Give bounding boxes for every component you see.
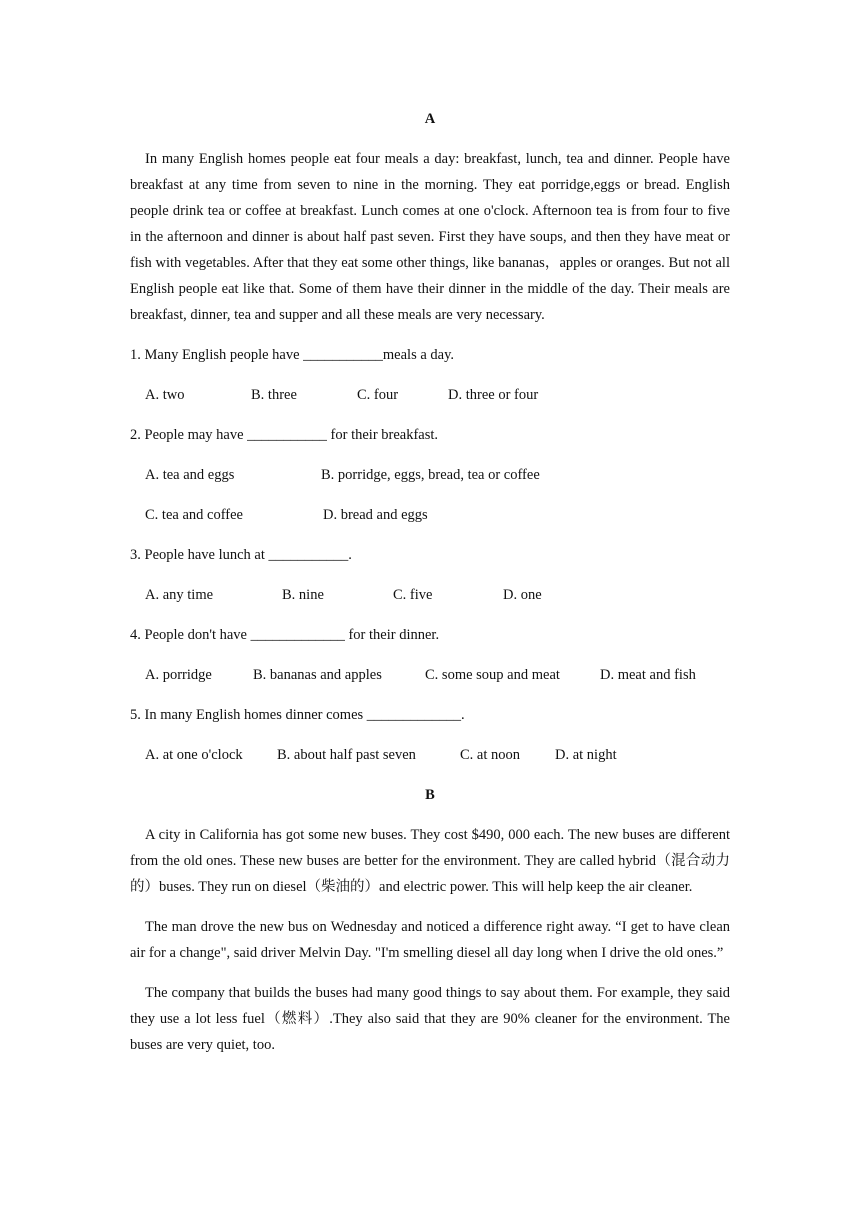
question-4-option-a[interactable]: A. porridge [145, 667, 212, 683]
question-4-option-d[interactable]: D. meat and fish [600, 667, 696, 683]
question-5-option-b[interactable]: B. about half past seven [277, 747, 416, 763]
question-5: 5. In many English homes dinner comes _____________. [130, 707, 465, 723]
question-1-option-b[interactable]: B. three [251, 387, 297, 403]
question-2-options-row-2 [130, 502, 730, 528]
question-4-options [130, 662, 730, 688]
question-2-options-row-1 [130, 462, 730, 488]
question-1: 1. Many English people have ___________meals a day. [130, 347, 455, 363]
section-b-heading: B [425, 787, 435, 803]
question-5-options [130, 742, 730, 768]
question-5-option-d[interactable]: D. at night [555, 747, 617, 763]
question-1-option-a[interactable]: A. two [145, 387, 185, 403]
question-1-options [130, 382, 730, 408]
question-3-option-c[interactable]: C. five [393, 587, 433, 603]
question-2-option-c[interactable]: C. tea and coffee [145, 507, 243, 523]
question-4-option-b[interactable]: B. bananas and apples [253, 667, 382, 683]
section-b-paragraph-1: A city in California has got some new buses. They cost $490, 000 each. The new buses are different from the old ones. These new buses are better for the environment. They are called hybrid（混合动力的）buses. They run on diesel（柴油的）and electric power. This will help keep the air cleaner. [130, 827, 730, 895]
section-b-paragraph-2: The man drove the new bus on Wednesday and noticed a difference right away. “I get to have clean air for a change", said driver Melvin Day. "I'm smelling diesel all day long when I drive the old ones.” [130, 919, 730, 961]
question-4: 4. People don't have _____________ for their dinner. [130, 627, 440, 643]
question-2: 2. People may have ___________ for their breakfast. [130, 427, 439, 443]
question-3-option-d[interactable]: D. one [503, 587, 542, 603]
question-3-option-b[interactable]: B. nine [282, 587, 324, 603]
question-5-option-c[interactable]: C. at noon [460, 747, 521, 763]
question-2-option-a[interactable]: A. tea and eggs [145, 467, 235, 483]
section-b-paragraph-3: The company that builds the buses had many good things to say about them. For example, they said they use a lot less fuel（燃料）.They also said that they are 90% cleaner for the environment. The buses are very quiet, too. [130, 985, 730, 1053]
question-3-options [130, 582, 730, 608]
question-1-option-c[interactable]: C. four [357, 387, 399, 403]
question-4-option-c[interactable]: C. some soup and meat [425, 667, 560, 683]
section-a-passage: In many English homes people eat four meals a day: breakfast, lunch, tea and dinner. People have breakfast at any time from seven to nine in the morning. They eat porridge,eggs or bread. English people drink tea or coffee at breakfast. Lunch comes at one o'clock. Afternoon tea is from four to five in the afternoon and dinner is about half past seven. First they have soups, and then they have meat or fish with vegetables. After that they eat some other things, like bananas，apples or oranges. But not all English people eat like that. Some of them have their dinner in the middle of the day. Their meals are breakfast, dinner, tea and supper and all these meals are very necessary. [130, 151, 730, 323]
question-5-option-a[interactable]: A. at one o'clock [145, 747, 243, 763]
question-1-option-d[interactable]: D. three or four [448, 387, 539, 403]
question-3-option-a[interactable]: A. any time [145, 587, 214, 603]
document-page [130, 100, 730, 1072]
question-3: 3. People have lunch at ___________. [130, 547, 352, 563]
section-a-heading: A [424, 111, 436, 127]
question-2-option-d[interactable]: D. bread and eggs [323, 507, 428, 523]
question-2-option-b[interactable]: B. porridge, eggs, bread, tea or coffee [321, 467, 540, 483]
